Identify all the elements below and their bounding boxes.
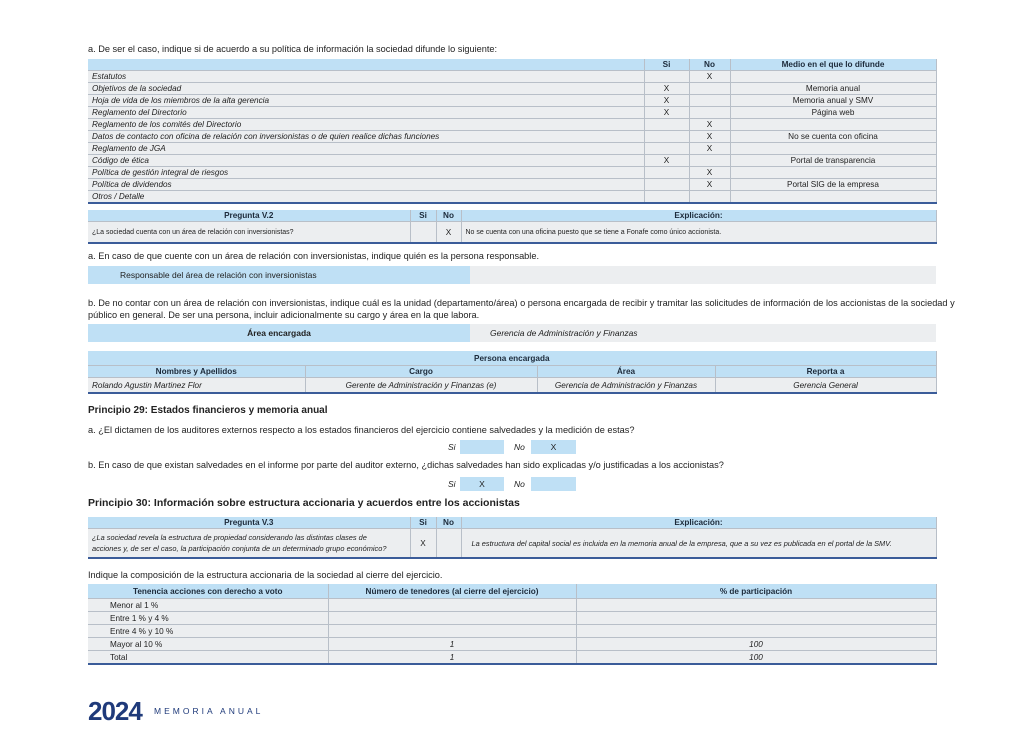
persona-title: Persona encargada [88,351,936,366]
p29-b-no-label: No [514,479,525,489]
difusion-medio: Memoria anual [730,83,936,95]
v2-si [410,222,436,244]
area-value: Gerencia de Administración y Finanzas [470,324,936,342]
tenencia-participacion: 100 [576,638,936,651]
v2-header-question: Pregunta V.2 [88,210,410,222]
p29-b-si-label: Si [448,479,456,489]
persona-col-header: Área [537,366,715,378]
tenencia-col-header: % de participación [576,584,936,599]
persona-col-header: Reporta a [715,366,936,378]
p29-question-a: a. ¿El dictamen de los auditores externos respecto a los estados financieros del ejercicio contiene salvedades y la medición de estas? [88,425,635,435]
tenencia-participacion [576,625,936,638]
persona-area: Gerencia de Administración y Finanzas [537,378,715,394]
v2-table [88,210,937,244]
difusion-item: Hoja de vida de los miembros de la alta gerencia [88,95,644,107]
tenencia-table [88,584,937,665]
difusion-row [88,191,936,204]
tenencia-rango: Total [88,651,328,665]
p29-a-no-box: X [531,440,576,454]
difusion-row [88,167,936,179]
difusion-row [88,119,936,131]
tenencia-rango: Entre 4 % y 10 % [88,625,328,638]
difusion-row [88,107,936,119]
v3-table-wrap [88,517,936,559]
tenencia-tenedores [328,625,576,638]
difusion-table-wrap [88,59,936,204]
v3-header-question: Pregunta V.3 [88,517,410,529]
difusion-medio [730,167,936,179]
tenencia-col-header: Número de tenedores (al cierre del ejercicio) [328,584,576,599]
difusion-item: Reglamento de JGA [88,143,644,155]
tenencia-tenedores: 1 [328,638,576,651]
difusion-si [644,119,689,131]
section-b-text-2: público en general. De ser una persona, incluir adicionalmente su cargo y área en la que labora. [88,310,480,320]
tenencia-participacion [576,612,936,625]
difusion-medio: No se cuenta con oficina [730,131,936,143]
difusion-row [88,131,936,143]
v2-table-wrap [88,210,936,244]
persona-col-header: Nombres y Apellidos [88,366,305,378]
tenencia-tenedores [328,612,576,625]
difusion-row [88,95,936,107]
difusion-si [644,179,689,191]
tenencia-participacion [576,599,936,612]
v2-no: X [436,222,461,244]
difusion-si [644,143,689,155]
v3-header-explanation: Explicación: [461,517,936,529]
v2-header-no: No [436,210,461,222]
v3-no [436,529,461,559]
difusion-no [689,107,730,119]
difusion-medio [730,143,936,155]
p29-question-b: b. En caso de que existan salvedades en el informe por parte del auditor externo, ¿dichas salvedades han sido explicadas y/o justificadas a los accionistas? [88,460,724,470]
persona-reporta: Gerencia General [715,378,936,394]
persona-table-wrap [88,351,936,394]
difusion-item: Otros / Detalle [88,191,644,204]
difusion-col-header [88,59,644,71]
difusion-no: X [689,179,730,191]
difusion-medio: Portal de transparencia [730,155,936,167]
principio-29-title: Principio 29: Estados financieros y memoria anual [88,405,328,416]
area-row [88,324,936,342]
difusion-si [644,167,689,179]
tenencia-intro: Indique la composición de la estructura accionaria de la sociedad al cierre del ejercicio. [88,570,443,580]
difusion-medio: Memoria anual y SMV [730,95,936,107]
difusion-medio: Portal SIG de la empresa [730,179,936,191]
tenencia-rango: Entre 1 % y 4 % [88,612,328,625]
difusion-no: X [689,119,730,131]
p29-a-no-label: No [514,442,525,452]
difusion-medio [730,191,936,204]
difusion-item: Estatutos [88,71,644,83]
difusion-no [689,191,730,204]
year-logo-text: 2024 [88,698,142,724]
difusion-medio: Página web [730,107,936,119]
v2-explanation: No se cuenta con una oficina puesto que se tiene a Fonafe como único accionista. [461,222,936,244]
v3-table [88,517,937,559]
difusion-item: Política de dividendos [88,179,644,191]
p29-a-si-box [460,440,504,454]
year-logo [88,698,150,724]
p29-a-si-label: Si [448,442,456,452]
p29-b-no-box [531,477,576,491]
difusion-item: Datos de contacto con oficina de relación con inversionistas o de quien realice dichas funciones [88,131,644,143]
difusion-row [88,71,936,83]
difusion-col-header: Si [644,59,689,71]
difusion-col-header: Medio en el que lo difunde [730,59,936,71]
tenencia-col-header: Tenencia acciones con derecho a voto [88,584,328,599]
tenencia-rango: Mayor al 10 % [88,638,328,651]
difusion-si: X [644,95,689,107]
v2-question: ¿La sociedad cuenta con un área de relación con inversionistas? [88,222,410,244]
responsable-value [470,266,936,284]
tenencia-table-wrap [88,584,936,665]
difusion-medio [730,71,936,83]
difusion-si: X [644,107,689,119]
v3-question [88,529,410,559]
difusion-medio [730,119,936,131]
v3-header-si: Si [410,517,436,529]
difusion-no: X [689,143,730,155]
tenencia-rango: Menor al 1 % [88,599,328,612]
difusion-row [88,155,936,167]
v3-si: X [410,529,436,559]
tenencia-participacion: 100 [576,651,936,665]
difusion-no: X [689,167,730,179]
tenencia-tenedores [328,599,576,612]
difusion-table [88,59,937,204]
difusion-no: X [689,71,730,83]
difusion-row [88,179,936,191]
difusion-si [644,131,689,143]
difusion-no: X [689,131,730,143]
persona-cargo: Gerente de Administración y Finanzas (e) [305,378,537,394]
difusion-col-header: No [689,59,730,71]
difusion-item: Política de gestión integral de riesgos [88,167,644,179]
difusion-row [88,143,936,155]
difusion-no [689,95,730,107]
tenencia-row [88,651,936,665]
difusion-item: Código de ética [88,155,644,167]
persona-table [88,351,937,394]
difusion-item: Reglamento del Directorio [88,107,644,119]
v2-header-explanation: Explicación: [461,210,936,222]
tenencia-row [88,612,936,625]
difusion-si: X [644,83,689,95]
tenencia-row [88,638,936,651]
difusion-item: Objetivos de la sociedad [88,83,644,95]
principio-30-title: Principio 30: Información sobre estructura accionaria y acuerdos entre los accionistas [88,497,520,509]
persona-nombre: Rolando Agustin Martinez Flor [88,378,305,394]
footer-label: MEMORIA ANUAL [154,706,264,716]
responsable-label: Responsable del área de relación con inversionistas [88,266,470,284]
v3-question-line-2: acciones y, de ser el caso, la participación conjunta de un determinado grupo económico? [92,544,387,553]
tenencia-row [88,599,936,612]
tenencia-row [88,625,936,638]
difusion-no [689,83,730,95]
section-a-intro: a. De ser el caso, indique si de acuerdo a su política de información la sociedad difunde lo siguiente: [88,44,498,54]
persona-col-header: Cargo [305,366,537,378]
v3-question-line-1: ¿La sociedad revela la estructura de propiedad considerando las distintas clases de [92,533,367,542]
responsable-row [88,266,936,284]
tenencia-tenedores: 1 [328,651,576,665]
difusion-item: Reglamento de los comités del Directorio [88,119,644,131]
difusion-no [689,155,730,167]
v3-explanation: La estructura del capital social es incluida en la memoria anual de la empresa, que a su vez es publicada en el portal de la SMV. [461,529,936,559]
v2-header-si: Si [410,210,436,222]
difusion-si: X [644,155,689,167]
section-b-text-1: b. De no contar con un área de relación con inversionistas, indique cuál es la unidad (departamento/área) o persona encargada de recibir y tramitar las solicitudes de información de los accionistas de la sociedad y [88,298,955,308]
p29-b-si-box: X [460,477,504,491]
area-label: Área encargada [88,324,470,342]
v3-header-no: No [436,517,461,529]
difusion-si [644,191,689,204]
difusion-si [644,71,689,83]
difusion-row [88,83,936,95]
responsable-intro: a. En caso de que cuente con un área de relación con inversionistas, indique quién es la persona responsable. [88,251,539,261]
